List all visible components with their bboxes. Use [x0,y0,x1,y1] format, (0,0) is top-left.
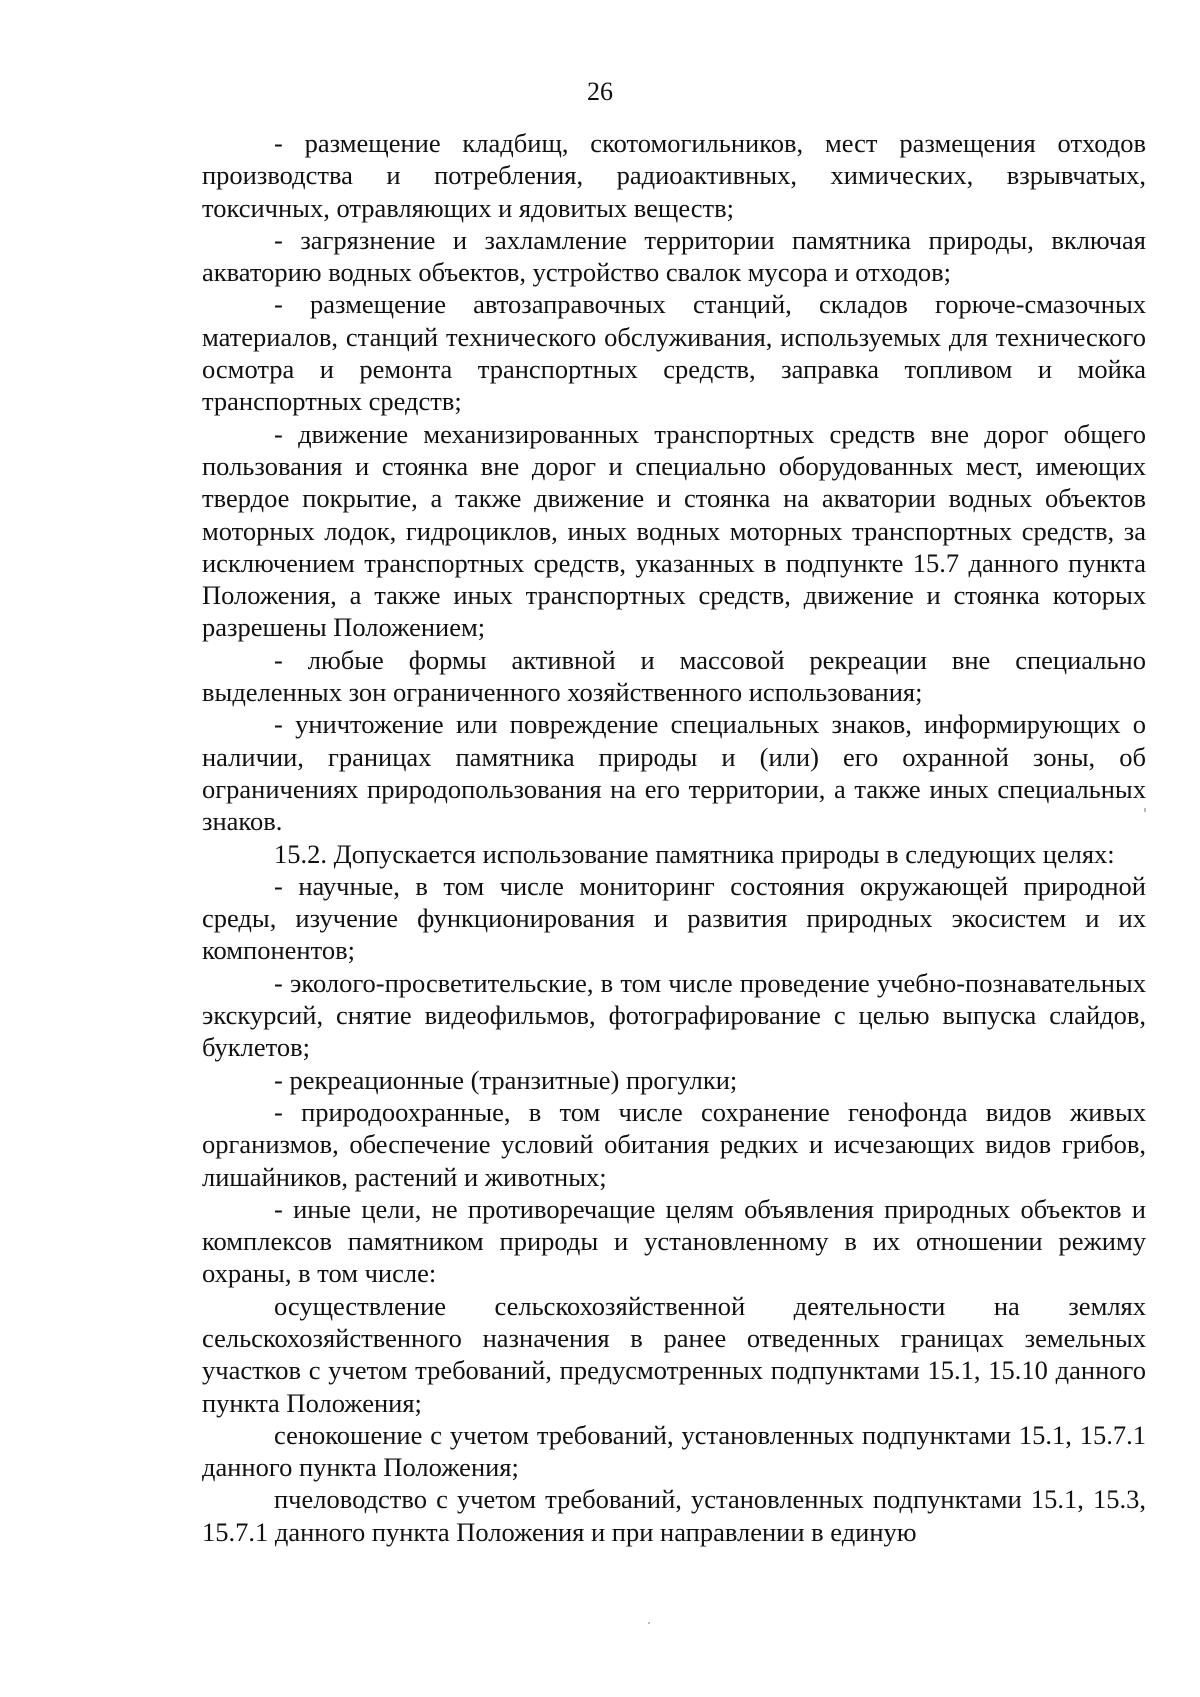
paragraph-permitted-other: - иные цели, не противоречащие целям объявления природных объектов и комплексов памятником природы и установленному в их отношении режиму охраны, в том числе: [202,1193,1146,1289]
paragraph-prohibition-vehicle-movement: - движение механизированных транспортных средств вне дорог общего пользования и стоянка вне дорог и специально оборудованных мест, имеющих твердое покрытие, а также движение и стоянка на акватории водных объектов моторных лодок, гидроциклов, иных водных моторных транспортных средств, за исключением транспортных средств, указанных в подпункте 15.7 данного пункта Положения, а также иных транспортных средств, движение и стоянка которых разрешены Положением; [202,418,1146,643]
page-number: 26 [587,77,613,106]
document-body [202,127,1146,1548]
paragraph-haymaking: сенокошение с учетом требований, установленных подпунктами 15.1, 15.7.1 данного пункта Положения; [202,1419,1146,1483]
paragraph-prohibition-pollution: - загрязнение и захламление территории памятника природы, включая акваторию водных объектов, устройство свалок мусора и отходов; [202,224,1146,288]
paragraph-prohibition-signs: - уничтожение или повреждение специальных знаков, информирующих о наличии, границах памятника природы и (или) его охранной зоны, об ограничениях природопользования на его территории, а также иных специальных знаков. [202,709,1146,837]
paragraph-permitted-scientific: - научные, в том числе мониторинг состояния окружающей природной среды, изучение функционирования и развития природных экосистем и их компонентов; [202,870,1146,966]
paragraph-permitted-conservation: - природоохранные, в том числе сохранение генофонда видов живых организмов, обеспечение условий обитания редких и исчезающих видов грибов, лишайников, растений и животных; [202,1096,1146,1192]
paragraph-prohibition-cemeteries: - размещение кладбищ, скотомогильников, мест размещения отходов производства и потребления, радиоактивных, химических, взрывчатых, токсичных, отравляющих и ядовитых веществ; [202,128,1146,223]
paragraph-permitted-walks: - рекреационные (транзитные) прогулки; [274,1064,738,1095]
paragraph-prohibition-fuel-stations: - размещение автозаправочных станций, складов горюче-смазочных материалов, станций технического обслуживания, используемых для технического осмотра и ремонта транспортных средств, заправка топливом и мойка транспортных средств; [202,289,1146,417]
paragraph-prohibition-recreation: - любые формы активной и массовой рекреации вне специально выделенных зон ограниченного хозяйственного использования; [202,644,1146,708]
scan-speck [648,1622,650,1624]
scan-speck [1144,808,1146,812]
paragraph-permitted-ecological: - эколого-просветительские, в том числе проведение учебно-познавательных экскурсий, снятие видеофильмов, фотографирование с целью выпуска слайдов, буклетов; [202,967,1146,1063]
paragraph-agriculture: осуществление сельскохозяйственной деятельности на землях сельскохозяйственного назначения в ранее отведенных границах земельных участков с учетом требований, предусмотренных подпунктами 15.1, 15.10 данного пункта Положения; [202,1290,1146,1418]
paragraph-beekeeping: пчеловодство с учетом требований, установленных подпунктами 15.1, 15.3, 15.7.1 данного пункта Положения и при направлении в единую [202,1484,1146,1547]
paragraph-section-15-2: 15.2. Допускается использование памятника природы в следующих целях: [274,838,1115,869]
